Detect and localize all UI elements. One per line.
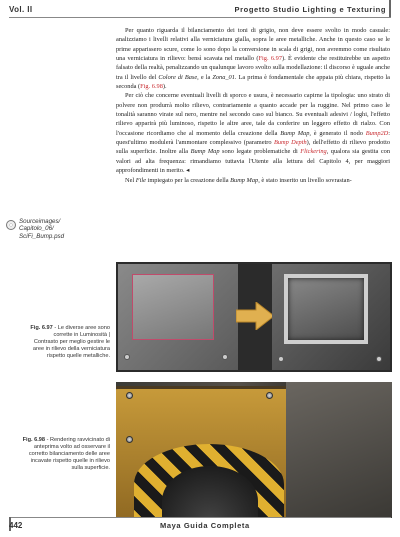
rivet-icon bbox=[222, 354, 228, 360]
figure-6-97-caption: Fig. 6.97 - Le diverse aree sono corrette in Luminosità | Contrasto per meglio gestire le aree in rilievo della verniciatura rispetto quelle metalliche. bbox=[30, 325, 110, 359]
header-tick bbox=[389, 0, 391, 17]
page-number: 442 bbox=[9, 521, 23, 530]
rivet-icon bbox=[124, 354, 130, 360]
figure-6-98-caption: Fig. 6.98 - Rendering ravvicinato di anteprima volto ad osservare il corretto bilanciamento delle aree incavate rispetto quelle in rilievo sulla superficie. bbox=[22, 437, 110, 471]
bolt-icon bbox=[266, 392, 273, 399]
after-panel bbox=[272, 264, 390, 370]
paragraph-3: Nel File impiegato per la creazione della Bump Map, è stato inserito un livello sovrastan- bbox=[125, 176, 352, 184]
figure-ref-697[interactable]: Fig. 6.97 bbox=[258, 55, 282, 63]
rivet-icon bbox=[278, 356, 284, 362]
metal-plate bbox=[286, 382, 392, 518]
node-ref-bump2d[interactable]: Bump2D bbox=[365, 129, 389, 137]
figure-6-98-image bbox=[116, 382, 392, 518]
paragraph-2: Per ciò che concerne eventuali livelli di sporco e usura, è necessario capirne la tipologia: uno strato di polvere non produrrà molto rilievo, contrariamente a quanto accade per la ruggine. Nel primo caso le tonalità saranno virate sul nero, mentre nel secondo caso sul bianco. Su eventuali adesivi / loghi, l'effetto rilievo apparirà più luminoso, rispetto le altre aree, tale da conferire un leggero effetto di rialzo. Con l'occasione ricordiamo che al momento della creazione della Bump Map, è generato il nodo Bump2D: quest'ultimo modulerà l'ammontare complessivo (parametro Bump Depth), dell'effetto di rilievo prodotto sulla superficie. Inoltre alla Bump Map sono legate problematiche di Flickering, qualora sia gestita con valori ad alta frequenza: rimandiamo tuttavia l'Utente alla lettura del Capitolo 4, per maggiori approfondimenti in merito. ◂ bbox=[116, 92, 391, 175]
volume-label: Vol. II bbox=[9, 5, 33, 14]
book-title: Maya Guida Completa bbox=[160, 521, 250, 530]
header-rule bbox=[9, 17, 391, 18]
page-header bbox=[0, 0, 400, 22]
param-ref-bump-depth[interactable]: Bump Depth bbox=[273, 139, 307, 147]
term-ref-flickering[interactable]: Flickering bbox=[300, 148, 327, 156]
chapter-title: Progetto Studio Lighting e Texturing bbox=[234, 5, 386, 14]
flat-paint-area bbox=[132, 274, 214, 340]
paragraph-1: Per quanto riguarda il bilanciamento dei toni di grigio, non deve essere svolto in modo casuale: analizziamo i livelli relativi alla verniciatura gialla, sopra le aree metalliche. Anche in questo caso se le prime apparissero scure, come lo sono dopo la conversione in scala di grigi, non avremmo come risultato una verniciatura in rilievo: bensì scavata nel metallo (Fig. 6.97). È evidente che restituirebbe un aspetto falsato della realtà, penalizzando un qualunque lavoro svolto sulla modellazione: il discorso è uguale anche tra il livello del Colore di Base, e la Zona_01. La prima è fondamentale che appaia più chiara, rispetto la seconda (Fig. 6.98). bbox=[116, 27, 390, 91]
cd-icon bbox=[6, 220, 16, 230]
source-file-path: Sourceimages/ Capitolo_06/ SciFi_Bump.psd bbox=[19, 218, 65, 240]
footer-rule bbox=[9, 517, 391, 518]
body-text bbox=[116, 26, 390, 185]
figure-6-97-image bbox=[116, 262, 392, 372]
page-footer bbox=[0, 517, 400, 537]
before-panel bbox=[118, 264, 238, 370]
rivet-icon bbox=[376, 356, 382, 362]
arrow-right-icon bbox=[236, 302, 274, 330]
raised-paint-area bbox=[284, 274, 368, 344]
figure-ref-698[interactable]: Fig. 6.98 bbox=[140, 83, 163, 91]
bolt-icon bbox=[126, 392, 133, 399]
bolt-icon bbox=[126, 436, 133, 443]
